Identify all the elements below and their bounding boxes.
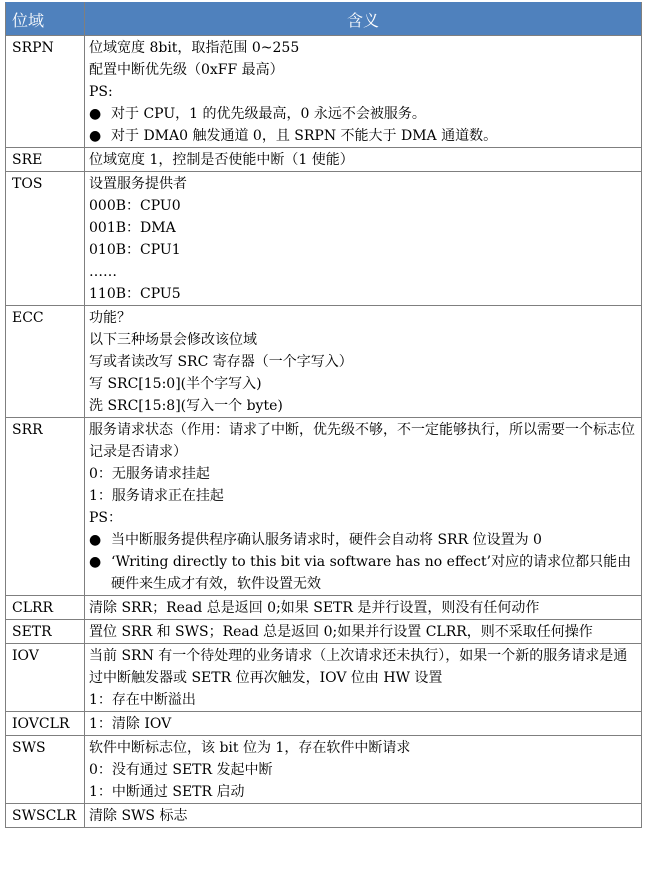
meaning-line: 写或者读改写 SRC 寄存器（一个字写入）: [89, 354, 353, 370]
meaning-line: 位域宽度 8bit，取指范围 0~255: [89, 40, 300, 56]
field-meaning-cell: [85, 172, 642, 306]
table-row: [6, 712, 642, 736]
field-name-cell: [6, 736, 85, 804]
field-meaning-cell: [85, 644, 642, 712]
bullet-text: 对于 DMA0 触发通道 0，且 SRPN 不能大于 DMA 通道数。: [111, 128, 498, 144]
meaning-line: 洗 SRC[15:8](写入一个 byte): [89, 398, 283, 414]
table-row: [6, 172, 642, 306]
bullet-item: [89, 103, 637, 125]
field-name-cell: [6, 36, 85, 148]
field-name: SETR: [12, 624, 52, 640]
table-header-row: [6, 3, 642, 36]
bullet-text: 对于 CPU，1 的优先级最高，0 永远不会被服务。: [111, 106, 426, 122]
field-name-cell: [6, 804, 85, 828]
field-name-cell: [6, 620, 85, 644]
field-meaning-cell: [85, 712, 642, 736]
meaning-line: 功能？: [89, 310, 131, 326]
field-meaning-cell: [85, 36, 642, 148]
meaning-line: 000B：CPU0: [89, 198, 181, 214]
meaning-line: 位域宽度 1，控制是否使能中断（1 使能）: [89, 152, 354, 168]
field-name: SRPN: [12, 40, 54, 56]
table-row: [6, 148, 642, 172]
table-row: [6, 596, 642, 620]
field-name-cell: [6, 306, 85, 418]
bullet-dot-icon: ●: [89, 532, 102, 548]
meaning-line: 设置服务提供者: [89, 176, 187, 192]
field-meaning-cell: [85, 620, 642, 644]
meaning-line: 001B：DMA: [89, 220, 176, 236]
field-name-cell: [6, 712, 85, 736]
bitfield-table: [5, 2, 642, 828]
meaning-line: 110B：CPU5: [89, 286, 181, 302]
field-meaning-cell: [85, 148, 642, 172]
bullet-dot-icon: ●: [89, 106, 102, 122]
field-name-cell: [6, 172, 85, 306]
table-row: [6, 620, 642, 644]
field-name: TOS: [12, 176, 43, 192]
meaning-line: 清除 SRR；Read 总是返回 0;如果 SETR 是并行设置，则没有任何动作: [89, 600, 540, 616]
table-row: [6, 36, 642, 148]
header-meaning: 含义: [85, 3, 642, 36]
field-name: CLRR: [12, 600, 54, 616]
field-name: SWS: [12, 740, 46, 756]
table-row: [6, 804, 642, 828]
bullet-text: 当中断服务提供程序确认服务请求时，硬件会自动将 SRR 位设置为 0: [111, 532, 542, 548]
meaning-line: 1：清除 IOV: [89, 716, 172, 732]
meaning-line: 010B：CPU1: [89, 242, 181, 258]
meaning-line: 1：服务请求正在挂起: [89, 488, 224, 504]
bullet-item: [89, 125, 637, 147]
table-row: [6, 644, 642, 712]
field-meaning-cell: [85, 306, 642, 418]
field-name: ECC: [12, 310, 44, 326]
meaning-line: 软件中断标志位，该 bit 位为 1，存在软件中断请求: [89, 740, 411, 756]
meaning-line: 清除 SWS 标志: [89, 808, 188, 824]
field-name-cell: [6, 596, 85, 620]
table-row: [6, 736, 642, 804]
bullet-item: [89, 529, 637, 551]
bullet-dot-icon: ●: [89, 554, 102, 570]
field-name-cell: [6, 148, 85, 172]
field-name-cell: [6, 418, 85, 596]
field-meaning-cell: [85, 596, 642, 620]
meaning-line: 配置中断优先级（0xFF 最高）: [89, 62, 284, 78]
field-name: IOV: [12, 648, 39, 664]
field-name: SRR: [12, 422, 43, 438]
field-name: IOVCLR: [12, 716, 70, 732]
table-body: [6, 36, 642, 828]
meaning-line: 服务请求状态（作用：请求了中断，优先级不够，不一定能够执行，所以需要一个标志位记录是否请求）: [89, 422, 635, 460]
meaning-line: 1：存在中断溢出: [89, 692, 196, 708]
field-name: SRE: [12, 152, 43, 168]
table-row: [6, 418, 642, 596]
header-field: 位域: [6, 3, 85, 36]
bullet-text: ‘Writing directly to this bit via software has no effect’对应的请求位都只能由硬件来生成才有效，软件设置无效: [111, 554, 632, 592]
field-meaning-cell: [85, 736, 642, 804]
bullet-dot-icon: ●: [89, 128, 102, 144]
field-meaning-cell: [85, 804, 642, 828]
meaning-line: 当前 SRN 有一个待处理的业务请求（上次请求还未执行），如果一个新的服务请求是通过中断触发器或 SETR 位再次触发，IOV 位由 HW 设置: [89, 648, 628, 686]
meaning-line: 写 SRC[15:0](半个字写入): [89, 376, 262, 392]
meaning-line: 以下三种场景会修改该位域: [89, 332, 257, 348]
field-meaning-cell: [85, 418, 642, 596]
meaning-line: 1：中断通过 SETR 启动: [89, 784, 245, 800]
meaning-line: PS:: [89, 84, 113, 100]
bullet-item: [89, 551, 637, 595]
table-row: [6, 306, 642, 418]
meaning-line: PS：: [89, 510, 123, 526]
meaning-line: ……: [89, 264, 117, 280]
meaning-line: 0：没有通过 SETR 发起中断: [89, 762, 273, 778]
meaning-line: 0：无服务请求挂起: [89, 466, 210, 482]
field-name: SWSCLR: [12, 808, 77, 824]
field-name-cell: [6, 644, 85, 712]
meaning-line: 置位 SRR 和 SWS；Read 总是返回 0;如果并行设置 CLRR，则不采取任何操作: [89, 624, 593, 640]
